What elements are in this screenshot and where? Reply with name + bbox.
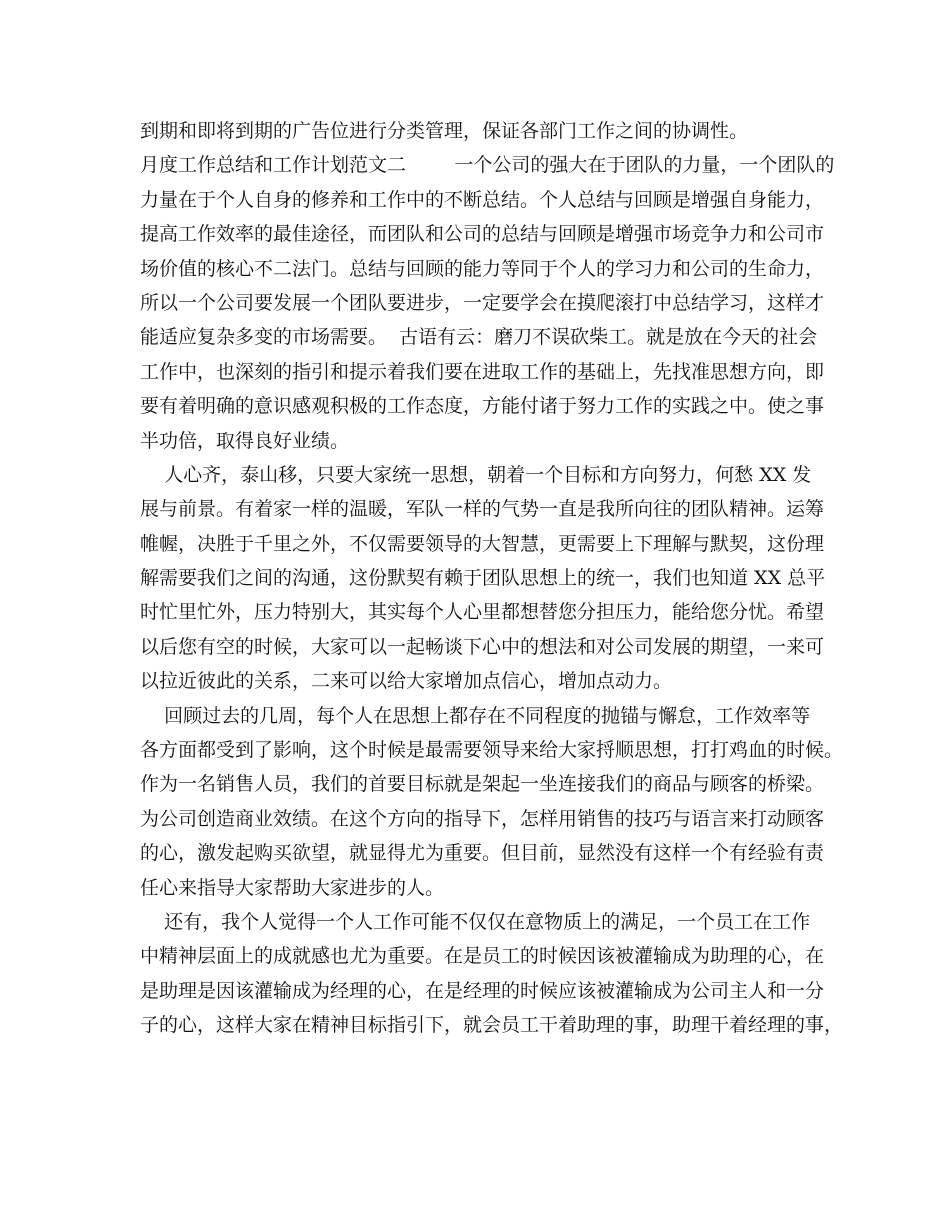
text-line: 解需要我们之间的沟通，这份默契有赖于团队思想上的统一，我们也知道 XX 总平 [140, 567, 826, 590]
text-line: 的心，激发起购买欲望，就显得尤为重要。但目前，显然没有这样一个有经验有责 [140, 842, 825, 865]
text-line: 人心齐，泰山移，只要大家统一思想，朝着一个目标和方向努力，何愁 XX 发 [140, 463, 812, 486]
text-line: 为公司创造商业效绩。在这个方向的指导下，怎样用销售的技巧与语言来打动顾客 [140, 807, 825, 830]
text-line: 半功倍，取得良好业绩。 [140, 429, 350, 452]
text-line: 以拉近彼此的关系，二来可以给大家增加点信心，增加点动力。 [140, 670, 673, 693]
text-line: 要有着明确的意识感观积极的工作态度，方能付诸于努力工作的实践之中。使之事 [140, 395, 825, 418]
text-line: 时忙里忙外，压力特别大，其实每个人心里都想替您分担压力，能给您分忧。希望 [140, 601, 825, 624]
text-line: 回顾过去的几周，每个人在思想上都存在不同程度的抛锚与懈怠，工作效率等 [140, 704, 811, 727]
text-line: 各方面都受到了影响，这个时候是最需要领导来给大家捋顺思想，打打鸡血的时候。 [140, 739, 844, 762]
text-line: 展与前景。有着家一样的温暖，军队一样的气势一直是我所向往的团队精神。运筹 [140, 498, 825, 521]
text-line: 力量在于个人自身的修养和工作中的不断总结。个人总结与回顾是增强自身能力， [140, 188, 825, 211]
text-line: 还有，我个人觉得一个人工作可能不仅仅在意物质上的满足，一个员工在工作 [140, 910, 811, 933]
text-line: 任心来指导大家帮助大家进步的人。 [140, 876, 445, 899]
text-line: 以后您有空的时候，大家可以一起畅谈下心中的想法和对公司发展的期望，一来可 [140, 635, 825, 658]
text-line: 能适应复杂多变的市场需要。 古语有云：磨刀不误砍柴工。就是放在今天的社会 [140, 326, 818, 349]
text-line: 中精神层面上的成就感也尤为重要。在是员工的时候因该被灌输成为助理的心，在 [140, 945, 825, 968]
text-line: 场价值的核心不二法门。总结与回顾的能力等同于个人的学习力和公司的生命力， [140, 257, 825, 280]
text-line: 所以一个公司要发展一个团队要进步，一定要学会在摸爬滚打中总结学习，这样才 [140, 291, 825, 314]
text-line: 作为一名销售人员，我们的首要目标就是架起一坐连接我们的商品与顾客的桥梁。 [140, 773, 825, 796]
text-line: 子的心，这样大家在精神目标指引下，就会员工干着助理的事，助理干着经理的事， [140, 1014, 844, 1037]
text-line: 帷幄，决胜于千里之外，不仅需要领导的大智慧，更需要上下理解与默契，这份理 [140, 532, 825, 555]
text-line: 到期和即将到期的广告位进行分类管理，保证各部门工作之间的协调性。 [140, 120, 749, 142]
text-line: 提高工作效率的最佳途径，而团队和公司的总结与回顾是增强市场竞争力和公司市 [140, 223, 825, 246]
document-body [140, 114, 844, 1043]
text-line: 月度工作总结和工作计划范文二 一个公司的强大在于团队的力量，一个团队的 [140, 154, 835, 177]
text-line: 工作中，也深刻的指引和提示着我们要在进取工作的基础上，先找准思想方向，即 [140, 360, 825, 383]
text-line: 是助理是因该灌输成为经理的心，在是经理的时候应该被灌输成为公司主人和一分 [140, 979, 825, 1002]
